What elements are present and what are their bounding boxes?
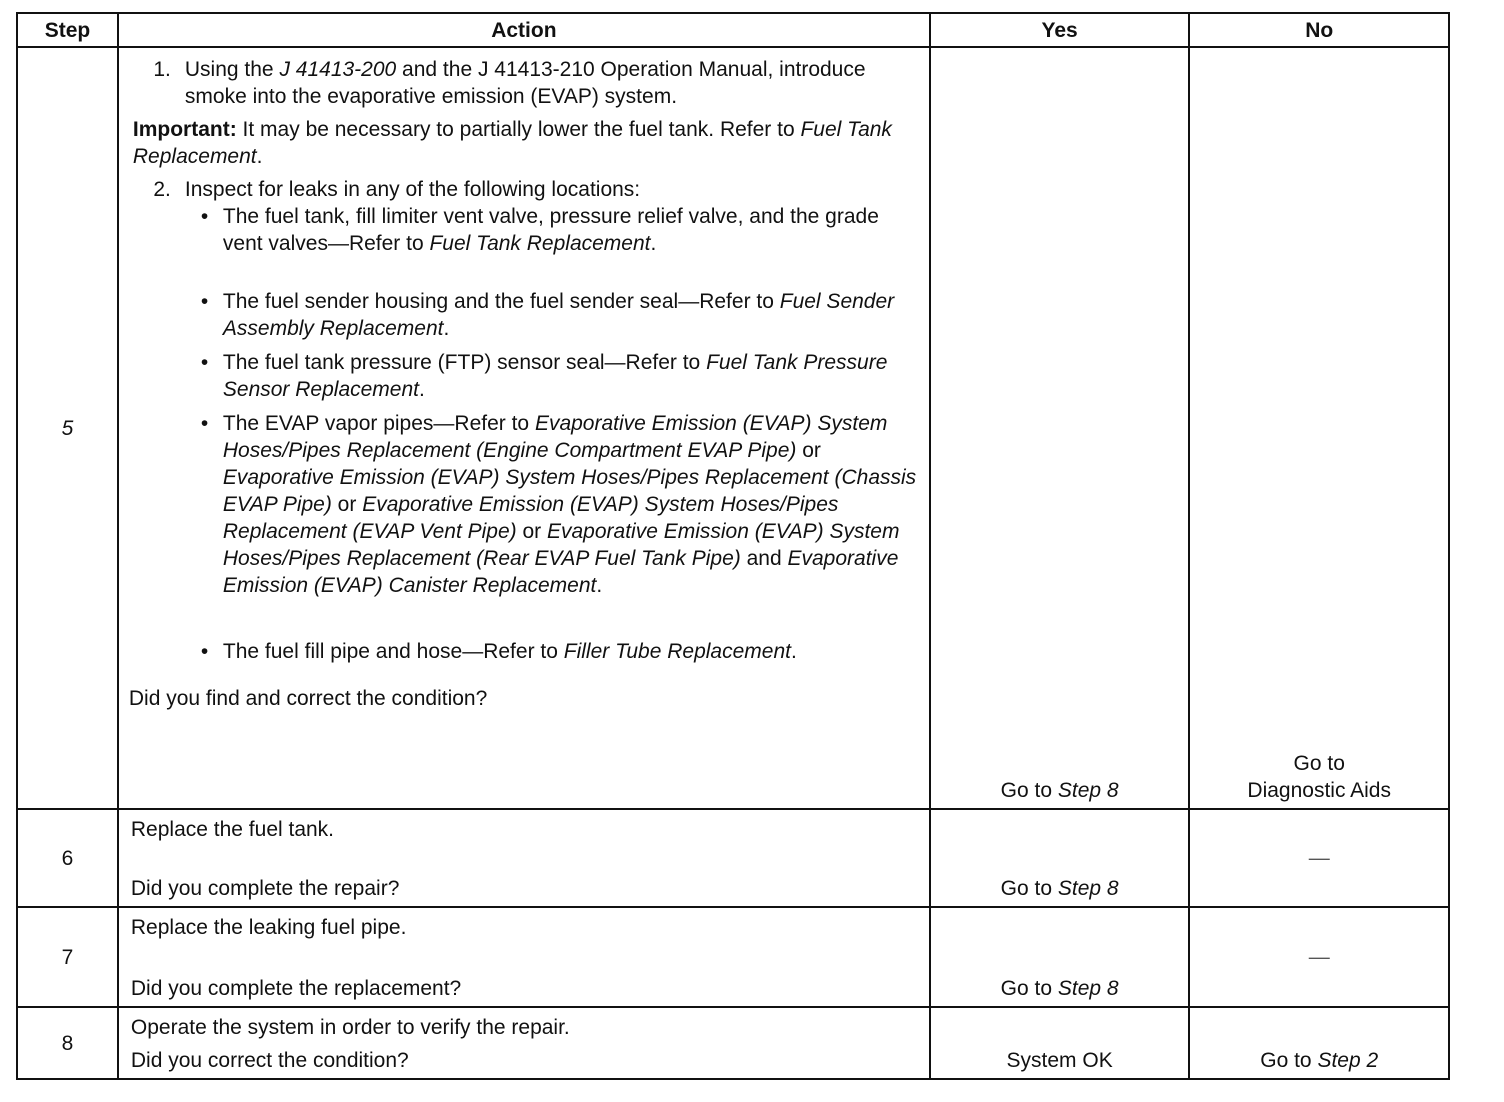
- table-row-step-5: [17, 47, 1449, 809]
- table-row-step-8: [17, 1007, 1449, 1079]
- list-item: • The fuel tank pressure (FTP) sensor seal—Refer to Fuel Tank Pressure Sensor Replacement.: [197, 349, 919, 403]
- yes-cell: Go to Step 8: [930, 809, 1190, 907]
- bullet-icon: •: [200, 640, 209, 663]
- header-yes: Yes: [930, 13, 1190, 47]
- procedure-link[interactable]: Fuel Tank Pressure Sensor Replacement: [222, 351, 888, 401]
- procedure-link[interactable]: Evaporative Emission (EVAP) System Hoses/Pipes Replacement (EVAP Vent Pipe): [222, 493, 839, 543]
- system-ok-text: System OK: [1006, 1049, 1113, 1072]
- header-row: [17, 13, 1449, 47]
- header-no: No: [1189, 13, 1449, 47]
- procedure-link[interactable]: Evaporative Emission (EVAP) System Hoses/Pipes Replacement (Rear EVAP Fuel Tank Pipe): [222, 520, 900, 570]
- no-cell: [1189, 809, 1449, 907]
- tool-reference: J 41413-200: [279, 58, 397, 81]
- diagnostic-aids-link[interactable]: Diagnostic Aids: [1247, 779, 1391, 802]
- action-text: Operate the system in order to verify the repair.: [130, 1016, 570, 1039]
- important-note: Important: It may be necessary to partially lower the fuel tank. Refer to Fuel Tank Replacement.: [132, 118, 892, 168]
- action-text: Replace the fuel tank.: [130, 818, 335, 841]
- procedure-link[interactable]: Evaporative Emission (EVAP) Canister Replacement: [222, 547, 899, 597]
- table-row-step-6: [17, 809, 1449, 907]
- question-text: Did you correct the condition?: [130, 1049, 409, 1072]
- question-text: Did you complete the repair?: [130, 877, 400, 900]
- procedure-link[interactable]: Fuel Tank Replacement: [429, 232, 651, 255]
- yes-cell: [930, 1007, 1190, 1079]
- bullet-icon: •: [200, 290, 209, 313]
- yes-cell: Go to Step 8: [930, 907, 1190, 1007]
- action-cell: [118, 809, 930, 907]
- procedure-link[interactable]: Evaporative Emission (EVAP) System Hoses/Pipes Replacement (Engine Compartment EVAP Pipe): [222, 412, 888, 462]
- important-label: Important:: [132, 118, 237, 141]
- step-number: 6: [17, 809, 118, 907]
- step-number: 8: [17, 1007, 118, 1079]
- table-row-step-7: [17, 907, 1449, 1007]
- procedure-link[interactable]: Evaporative Emission (EVAP) System Hoses/Pipes Replacement (Chassis EVAP Pipe): [222, 466, 917, 516]
- instruction-number: 1.: [153, 58, 171, 81]
- procedure-link[interactable]: Fuel Sender Assembly Replacement: [222, 290, 895, 340]
- instruction-number: 2.: [153, 178, 171, 201]
- bullet-icon: •: [200, 205, 209, 228]
- action-cell: [118, 47, 930, 809]
- step-link[interactable]: Step 2: [1317, 1049, 1379, 1072]
- procedure-link[interactable]: Filler Tube Replacement: [563, 640, 791, 663]
- no-cell: Go to Diagnostic Aids: [1189, 47, 1449, 809]
- step-link[interactable]: Step 8: [1057, 977, 1119, 1000]
- header-step: Step: [17, 13, 118, 47]
- list-item: • The fuel tank, fill limiter vent valve, pressure relief valve, and the grade vent valves—Refer to Fuel Tank Replacement.: [197, 203, 919, 257]
- step-number: 5: [17, 47, 118, 809]
- diagnostic-table: [16, 12, 1450, 1080]
- bullet-icon: •: [200, 351, 209, 374]
- step-number: 7: [17, 907, 118, 1007]
- list-item: • The EVAP vapor pipes—Refer to Evaporative Emission (EVAP) System Hoses/Pipes Replacement (Engine Compartment EVAP Pipe) or Evaporative Emission (EVAP) System Hoses/Pipes Replacement (Chassis EVAP Pipe) or Evaporative Emission (EVAP) System Hoses/Pipes Replacement (EVAP Vent Pipe) or Evaporative Emission (EVAP) System Hoses/Pipes Replacement (Rear EVAP Fuel Tank Pipe) and Evaporative Emission (EVAP) Canister Replacement.: [197, 410, 919, 599]
- header-action: Action: [118, 13, 930, 47]
- step-link[interactable]: Step 8: [1057, 779, 1119, 802]
- bullet-icon: •: [200, 412, 209, 435]
- question-text: Did you find and correct the condition?: [128, 687, 488, 710]
- action-cell: [118, 1007, 930, 1079]
- action-text: Replace the leaking fuel pipe.: [130, 916, 407, 939]
- yes-cell: Go to Step 8: [930, 47, 1190, 809]
- no-action-dash: —: [1308, 945, 1330, 969]
- question-text: Did you complete the replacement?: [130, 977, 462, 1000]
- no-cell: [1189, 907, 1449, 1007]
- no-cell: Go to Step 2: [1189, 1007, 1449, 1079]
- no-action-dash: —: [1308, 846, 1330, 870]
- procedure-link[interactable]: Fuel Tank Replacement: [132, 118, 892, 168]
- list-item: • The fuel sender housing and the fuel sender seal—Refer to Fuel Sender Assembly Replacement.: [197, 288, 919, 342]
- list-item: • The fuel fill pipe and hose—Refer to Filler Tube Replacement.: [197, 638, 919, 665]
- action-cell: [118, 907, 930, 1007]
- instruction-1: 1. Using the J 41413-200 and the J 41413-210 Operation Manual, introduce smoke into the evaporative emission (EVAP) system.: [129, 56, 919, 110]
- instruction-2: 2. Inspect for leaks in any of the following locations:: [129, 176, 919, 203]
- step-link[interactable]: Step 8: [1057, 877, 1119, 900]
